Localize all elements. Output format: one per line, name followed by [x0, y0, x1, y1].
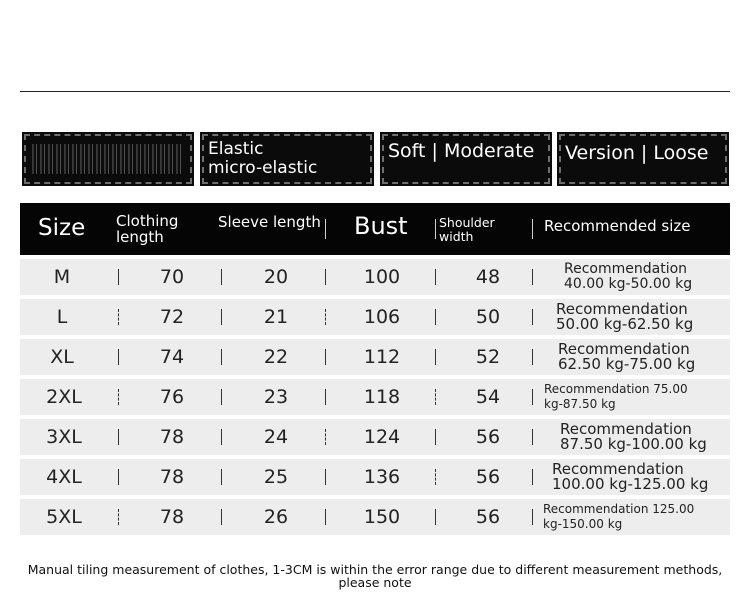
- row-divider: [435, 469, 437, 485]
- feature-tag-soft: [382, 134, 550, 184]
- table-header: [20, 203, 730, 255]
- cell-shoulder-width: 54: [475, 386, 501, 408]
- cell-size: M: [53, 266, 71, 288]
- cell-size: 2XL: [46, 386, 82, 408]
- cell-sleeve-length: 26: [263, 506, 289, 528]
- header-divider: [325, 219, 326, 239]
- cell-shoulder-width: 50: [475, 306, 501, 328]
- row-divider: [532, 349, 533, 365]
- cell-clothing-length: 70: [159, 266, 185, 288]
- table-row: [20, 419, 730, 455]
- header-shoulder-label-2: width: [439, 229, 474, 244]
- header-sleeve-label: Sleeve length: [218, 213, 321, 231]
- row-divider: [435, 509, 436, 525]
- table-row: [20, 259, 730, 295]
- table-row: [20, 299, 730, 335]
- row-divider: [435, 349, 436, 365]
- rec-line2: 87.50 kg-100.00 kg: [560, 435, 707, 453]
- cell-sleeve-length: 20: [263, 266, 289, 288]
- cell-recommendation: [544, 382, 688, 418]
- header-bust-label: Bust: [354, 212, 408, 240]
- cell-recommendation: [564, 262, 692, 298]
- row-divider: [435, 309, 436, 325]
- cell-sleeve-length: 23: [263, 386, 289, 408]
- row-divider: [532, 509, 533, 525]
- cell-clothing-length: 78: [159, 426, 185, 448]
- size-chart-table: [20, 203, 730, 535]
- cell-sleeve-length: 21: [263, 306, 289, 328]
- row-divider: [435, 389, 437, 405]
- feature-tags: [0, 134, 750, 186]
- rec-line2: 40.00 kg-50.00 kg: [564, 276, 693, 292]
- row-divider: [532, 269, 533, 285]
- header-clothing-label-2: length: [116, 228, 164, 246]
- row-divider: [118, 509, 120, 525]
- tag-version-text: Version | Loose: [565, 142, 709, 164]
- row-divider: [532, 429, 533, 445]
- cell-bust: 136: [363, 466, 401, 488]
- header-clothing-length: [114, 203, 214, 255]
- row-divider: [325, 349, 326, 365]
- cell-shoulder-width: 56: [475, 466, 501, 488]
- top-divider: [20, 91, 730, 92]
- cell-size: XL: [50, 346, 74, 368]
- header-recommended-label: Recommended size: [544, 217, 691, 235]
- rec-line2: kg-87.50 kg: [544, 397, 616, 411]
- tag-soft-text: Soft | Moderate: [388, 140, 535, 162]
- rec-line1: Recommendation: [564, 261, 688, 277]
- row-divider: [118, 469, 119, 485]
- rec-line1: Recommendation 125.00: [543, 502, 695, 516]
- row-divider: [532, 309, 533, 325]
- tag-elastic-text: [208, 140, 317, 178]
- rec-line1: Recommendation: [556, 300, 688, 318]
- cell-size: 3XL: [46, 426, 82, 448]
- cell-clothing-length: 72: [159, 306, 185, 328]
- cell-shoulder-width: 52: [475, 346, 501, 368]
- header-size-label: Size: [38, 215, 86, 241]
- cell-bust: 112: [363, 346, 401, 368]
- cell-bust: 106: [363, 306, 401, 328]
- cell-shoulder-width: 56: [475, 426, 501, 448]
- row-divider: [118, 309, 120, 325]
- cell-bust: 150: [363, 506, 401, 528]
- rec-line1: Recommendation: [558, 340, 690, 358]
- header-shoulder-width: [438, 203, 528, 255]
- row-divider: [325, 389, 326, 405]
- row-divider: [325, 309, 327, 325]
- rec-line2: 100.00 kg-125.00 kg: [552, 475, 709, 493]
- header-bust: [336, 203, 436, 255]
- cell-bust: 100: [363, 266, 401, 288]
- row-divider: [532, 389, 533, 405]
- row-divider: [221, 389, 222, 405]
- header-clothing-label-1: Clothing: [116, 212, 179, 230]
- cell-clothing-length: 76: [159, 386, 185, 408]
- row-divider: [221, 469, 222, 485]
- cell-bust: 124: [363, 426, 401, 448]
- row-divider: [118, 349, 119, 365]
- tag-texture: [32, 144, 184, 174]
- row-divider: [221, 429, 222, 445]
- header-divider: [532, 219, 533, 239]
- cell-sleeve-length: 25: [263, 466, 289, 488]
- row-divider: [325, 469, 326, 485]
- cell-recommendation: [558, 342, 695, 378]
- table-row: [20, 459, 730, 495]
- row-divider: [221, 349, 222, 365]
- cell-recommendation: [556, 302, 693, 338]
- row-divider: [532, 469, 533, 485]
- feature-tag-blank: [24, 134, 192, 184]
- table-row: [20, 379, 730, 415]
- row-divider: [435, 429, 436, 445]
- cell-shoulder-width: 48: [475, 266, 501, 288]
- row-divider: [221, 269, 222, 285]
- header-divider: [435, 219, 436, 239]
- header-recommended-size: [540, 203, 730, 255]
- row-divider: [435, 269, 436, 285]
- tag-elastic-line2: micro-elastic: [208, 158, 318, 178]
- row-divider: [221, 309, 222, 325]
- rec-line1: Recommendation: [552, 460, 684, 478]
- cell-clothing-length: 78: [159, 466, 185, 488]
- feature-tag-version: [559, 134, 727, 184]
- cell-recommendation: [543, 502, 694, 538]
- rec-line2: kg-150.00 kg: [543, 517, 623, 531]
- header-sleeve-length: [216, 203, 336, 255]
- cell-sleeve-length: 24: [263, 426, 289, 448]
- rec-line2: 62.50 kg-75.00 kg: [558, 355, 696, 373]
- row-divider: [325, 509, 326, 525]
- rec-line1: Recommendation: [560, 420, 692, 438]
- row-divider: [118, 269, 119, 285]
- row-divider: [325, 429, 327, 445]
- row-divider: [221, 509, 222, 525]
- cell-size: L: [56, 306, 68, 328]
- cell-size: 4XL: [46, 466, 82, 488]
- cell-sleeve-length: 22: [263, 346, 289, 368]
- row-divider: [118, 389, 120, 405]
- cell-recommendation: [560, 422, 707, 458]
- table-row: [20, 499, 730, 535]
- cell-recommendation: [552, 462, 708, 498]
- table-row: [20, 339, 730, 375]
- measurement-note: Manual tiling measurement of clothes, 1-3CM is within the error range due to different measurement methods, please note: [27, 562, 723, 590]
- tag-elastic-line1: Elastic: [208, 139, 264, 159]
- cell-clothing-length: 74: [159, 346, 185, 368]
- row-divider: [325, 269, 326, 285]
- rec-line1: Recommendation 75.00: [544, 382, 688, 396]
- feature-tag-elastic: [202, 134, 372, 184]
- cell-bust: 118: [363, 386, 401, 408]
- cell-shoulder-width: 56: [475, 506, 501, 528]
- cell-size: 5XL: [46, 506, 82, 528]
- header-size: [20, 203, 108, 255]
- header-shoulder-label-1: Shoulder: [439, 215, 495, 230]
- rec-line2: 50.00 kg-62.50 kg: [556, 315, 694, 333]
- cell-clothing-length: 78: [159, 506, 185, 528]
- row-divider: [118, 429, 119, 445]
